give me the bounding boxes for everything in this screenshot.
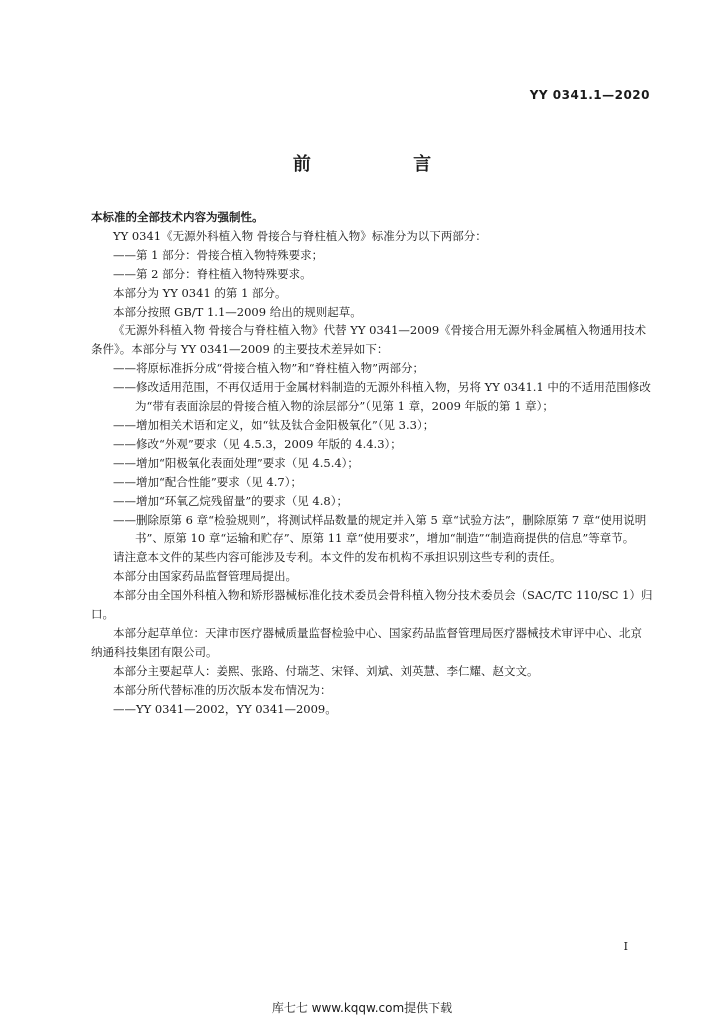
list-item-change: ——删除原第 6 章“检验规则”，将测试样品数量的规定并入第 5 章“试验方法”，删除原第 7 章“使用说明书”、原第 10 章“运输和贮存”、原第 11 章“使用要求”，增加“制造”“制造商提供的信息”等章节。	[113, 512, 647, 546]
mandatory-statement: 本标准的全部技术内容为强制性。	[91, 210, 264, 224]
standard-code: YY 0341.1—2020	[529, 88, 650, 102]
list-item-history: ——YY 0341—2002，YY 0341—2009。	[113, 701, 337, 716]
list-item-change: ——增加“环氧乙烷残留量”的要求（见 4.8）；	[113, 493, 348, 508]
paragraph-proposer: 本部分由国家药品监督管理局提出。	[113, 569, 297, 584]
list-item-change: ——增加“阳极氧化表面处理”要求（见 4.5.4）；	[113, 455, 359, 470]
paragraph-replacement: 《无源外科植入物 骨接合与脊柱植入物》代替 YY 0341—2009《骨接合用无源外科金属植入物通用技术条件》。本部分与 YY 0341—2009 的主要技术差异如下：	[91, 323, 647, 357]
paragraph-part: 本部分为 YY 0341 的第 1 部分。	[113, 285, 287, 300]
list-item-part1: ——第 1 部分：骨接合植入物特殊要求；	[113, 247, 324, 262]
paragraph-committee: 本部分由全国外科植入物和矫形器械标准化技术委员会骨科植入物分技术委员会（SAC/TC 110/SC 1）归口。	[91, 588, 653, 622]
download-footer: 库七七 www.kqqw.com提供下载	[271, 1001, 453, 1015]
foreword-body	[91, 208, 653, 718]
list-item-change: ——增加“配合性能”要求（见 4.7）；	[113, 474, 302, 489]
list-item-change: ——修改“外观”要求（见 4.5.3，2009 年版的 4.4.3）；	[113, 436, 402, 451]
paragraph-patent: 请注意本文件的某些内容可能涉及专利。本文件的发布机构不承担识别这些专利的责任。	[113, 550, 562, 565]
list-item-change: ——修改适用范围，不再仅适用于金属材料制造的无源外科植入物，另将 YY 0341.1 中的不适用范围修改为“带有表面涂层的骨接合植入物的涂层部分”（见第 1 章，2009 年版的第 1 章）；	[113, 380, 651, 414]
paragraph-drafting-units: 本部分起草单位：天津市医疗器械质量监督检验中心、国家药品监督管理局医疗器械技术审评中心、北京纳通科技集团有限公司。	[91, 625, 642, 659]
list-item-change: ——增加相关术语和定义，如“钛及钛合金阳极氧化”（见 3.3）；	[113, 417, 435, 432]
list-item-change: ——将原标准拆分成“骨接合植入物”和“脊柱植入物”两部分；	[113, 361, 425, 376]
page-title: 前 言	[292, 154, 480, 175]
paragraph-structure: YY 0341《无源外科植入物 骨接合与脊柱植入物》标准分为以下两部分：	[113, 228, 487, 243]
page-number: I	[623, 940, 628, 953]
paragraph-drafting-rules: 本部分按照 GB/T 1.1—2009 给出的规则起草。	[113, 304, 362, 319]
paragraph-history: 本部分所代替标准的历次版本发布情况为：	[113, 682, 332, 697]
paragraph-drafters: 本部分主要起草人：姜熙、张路、付瑞芝、宋铎、刘斌、刘英慧、李仁耀、赵文文。	[113, 663, 539, 678]
list-item-part2: ——第 2 部分：脊柱植入物特殊要求。	[113, 266, 312, 281]
